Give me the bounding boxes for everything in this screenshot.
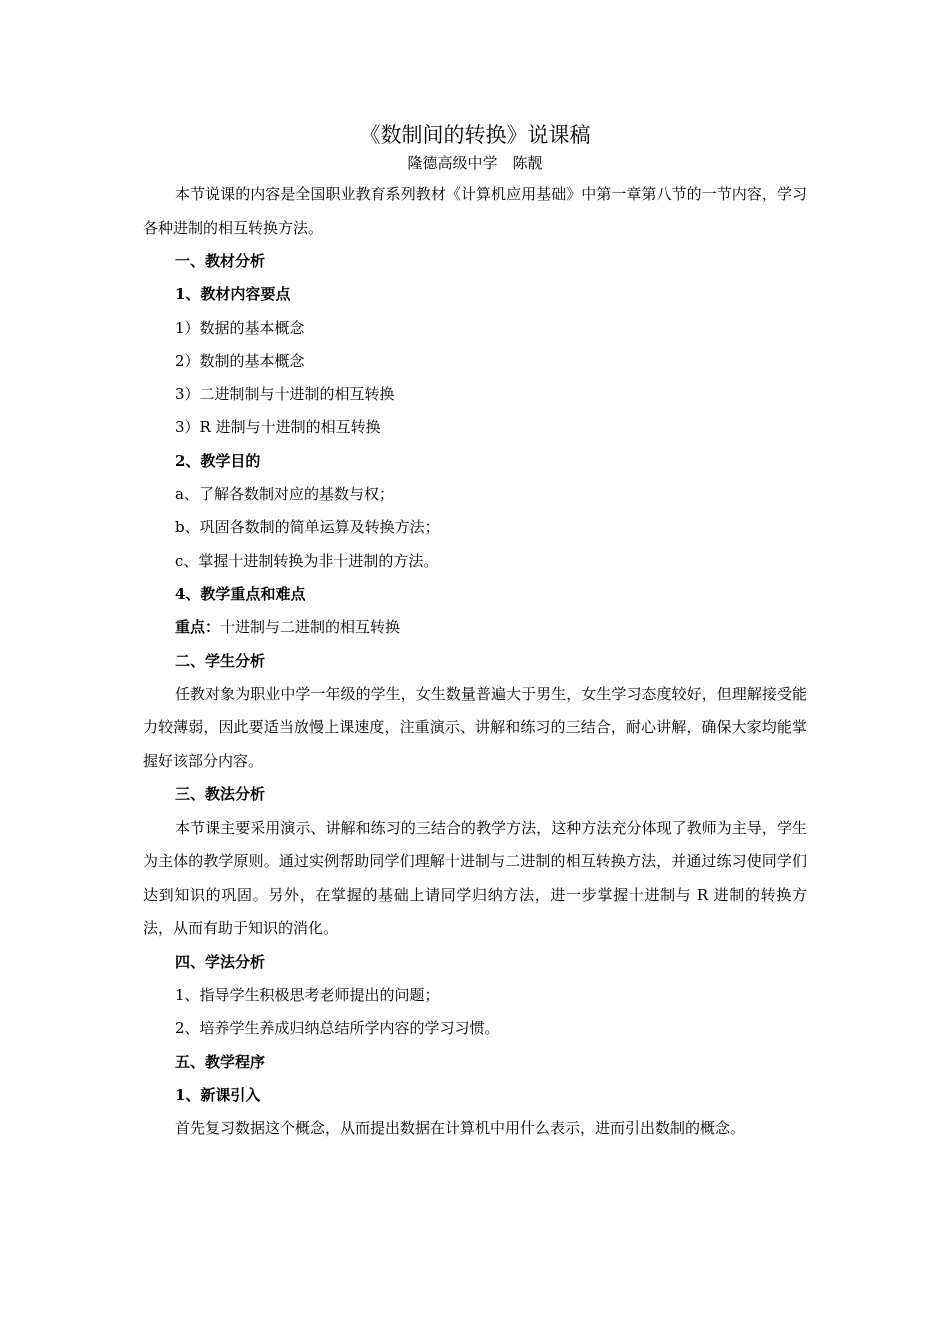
subheading-key-points: 4、教学重点和难点 <box>175 584 306 603</box>
list-item: 1、指导学生积极思考老师提出的问题； <box>175 985 440 1004</box>
list-item: a、了解各数制对应的基数与权； <box>175 485 394 504</box>
subheading-introduction: 1、新课引入 <box>175 1085 261 1104</box>
list-item: 3）二进制制与十进制的相互转换 <box>175 385 395 404</box>
section-heading-teaching-procedure: 五、教学程序 <box>175 1052 266 1071</box>
teaching-method-paragraph: 本节课主要采用演示、讲解和练习的三结合的教学方法，这种方法充分体现了教师为主导，学生为主体的教学原则。通过实例帮助同学们理解十进制与二进制的相互转换方法，并通过练习使同学们达到知识的巩固。另外，在掌握的基础上请同学归纳方法，进一步掌握十进制与 R 进制的转换方法，从而有助于知识的消化。 <box>143 818 807 938</box>
section-heading-teaching-method: 三、教法分析 <box>175 785 266 804</box>
intro-paragraph: 本节说课的内容是全国职业教育系列教材《计算机应用基础》中第一章第八节的一节内容，学习各种进制的相互转换方法。 <box>143 185 807 237</box>
key-point-label: 重点： <box>175 618 221 637</box>
list-item: c、掌握十进制转换为非十进制的方法。 <box>175 551 439 570</box>
key-point-line <box>143 611 807 644</box>
section-heading-textbook-analysis: 一、教材分析 <box>175 252 266 270</box>
list-item: b、巩固各数制的简单运算及转换方法； <box>175 518 440 537</box>
list-item: 2、培养学生养成归纳总结所学内容的学习习惯。 <box>175 1019 500 1038</box>
list-item: 1）数据的基本概念 <box>175 318 305 337</box>
introduction-paragraph: 首先复习数据这个概念，从而提出数据在计算机中用什么表示，进而引出数制的概念。 <box>175 1119 746 1138</box>
subheading-teaching-goals: 2、教学目的 <box>175 451 261 470</box>
subheading-content-points: 1、教材内容要点 <box>175 285 291 304</box>
section-heading-student-analysis: 二、学生分析 <box>175 651 266 670</box>
document-page <box>143 118 807 1146</box>
student-analysis-paragraph: 任教对象为职业中学一年级的学生，女生数量普遍大于男生，女生学习态度较好，但理解接受能力较薄弱，因此要适当放慢上课速度，注重演示、讲解和练习的三结合，耐心讲解，确保大家均能掌握好该部分内容。 <box>143 684 807 770</box>
author-line: 隆德高级中学 陈靓 <box>407 154 543 172</box>
key-point-text: 十进制与二进制的相互转换 <box>220 618 401 637</box>
document-title: 《数制间的转换》说课稿 <box>359 123 591 147</box>
section-heading-learning-method: 四、学法分析 <box>175 952 266 971</box>
list-item: 2）数制的基本概念 <box>175 351 305 370</box>
list-item: 3）R 进制与十进制的相互转换 <box>175 418 381 437</box>
